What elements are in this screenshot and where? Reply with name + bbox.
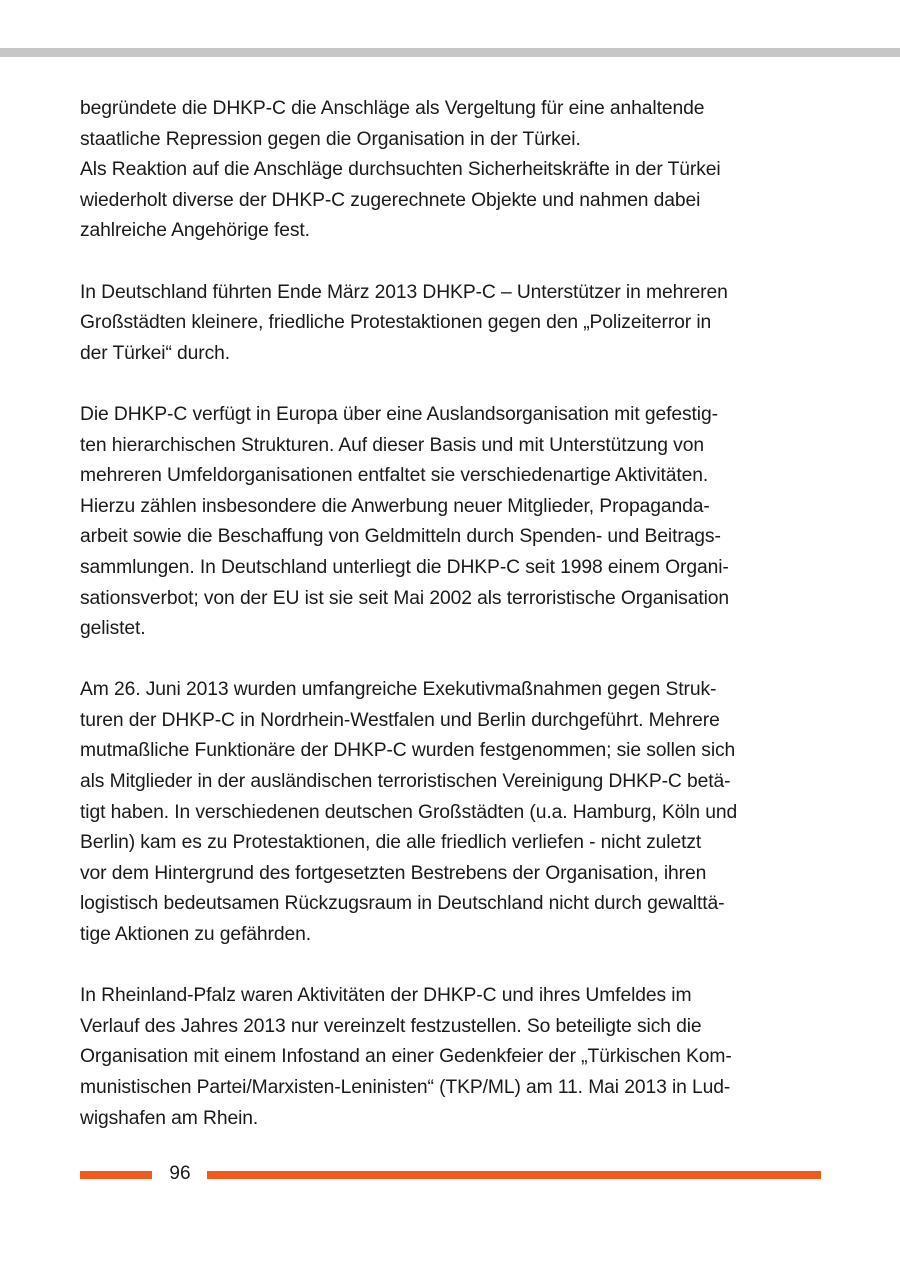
text-line: munistischen Partei/Marxisten-Leninisten“ (TKP/ML) am 11. Mai 2013 in Lud-	[80, 1077, 731, 1098]
text-line: begründete die DHKP-C die Anschläge als Vergeltung für eine anhaltende	[80, 98, 705, 119]
footer-rule-right	[207, 1171, 821, 1179]
page-number: 96	[169, 1163, 191, 1184]
text-line: staatliche Repression gegen die Organisation in der Türkei.	[80, 128, 581, 150]
paragraph	[80, 675, 840, 950]
paragraph	[80, 400, 840, 645]
text-line: sationsverbot; von der EU ist sie seit Mai 2002 als terroristische Organisation	[80, 587, 730, 609]
body-text	[80, 94, 840, 1165]
text-line: der Türkei“ durch.	[80, 342, 231, 364]
text-line: In Rheinland-Pfalz waren Aktivitäten der DHKP-C und ihres Umfeldes im	[80, 985, 692, 1007]
text-line: Als Reaktion auf die Anschläge durchsuchten Sicherheitskräfte in der Türkei	[80, 159, 721, 181]
text-line: Berlin) kam es zu Protestaktionen, die alle friedlich verliefen - nicht zuletzt	[80, 832, 702, 854]
text-line: ten hierarchischen Strukturen. Auf dieser Basis und mit Unterstützung von	[80, 434, 704, 456]
text-line: sammlungen. In Deutschland unterliegt die DHKP-C seit 1998 einem Organi-	[80, 556, 729, 578]
text-line: vor dem Hintergrund des fortgesetzten Bestrebens der Organisation, ihren	[80, 862, 707, 884]
text-line: Großstädten kleinere, friedliche Protestaktionen gegen den „Polizeiterror in	[80, 312, 712, 334]
text-line: als Mitglieder in der ausländischen terroristischen Vereinigung DHKP-C betä-	[80, 771, 731, 793]
text-line: turen der DHKP-C in Nordrhein-Westfalen und Berlin durchgeführt. Mehrere	[80, 709, 720, 731]
text-line: mutmaßliche Funktionäre der DHKP-C wurden festgenommen; sie sollen sich	[80, 740, 736, 762]
footer-rule-left	[80, 1171, 152, 1179]
text-line: tige Aktionen zu gefährden.	[80, 924, 311, 946]
text-line: tigt haben. In verschiedenen deutschen Großstädten (u.a. Hamburg, Köln und	[80, 801, 738, 823]
paragraph	[80, 94, 840, 247]
text-line: wiederholt diverse der DHKP-C zugerechnete Objekte und nahmen dabei	[80, 189, 701, 211]
text-line: Am 26. Juni 2013 wurden umfangreiche Exekutivmaßnahmen gegen Struk-	[80, 679, 717, 701]
text-line: logistisch bedeutsamen Rückzugsraum in Deutschland nicht durch gewalttä-	[80, 893, 725, 915]
text-line: arbeit sowie die Beschaffung von Geldmitteln durch Spenden- und Beitrags-	[80, 526, 721, 548]
text-line: wigshafen am Rhein.	[80, 1107, 259, 1129]
text-line: Verlauf des Jahres 2013 nur vereinzelt festzustellen. So beteiligte sich die	[80, 1015, 702, 1037]
text-line: Die DHKP-C verfügt in Europa über eine Auslandsorganisation mit gefestig-	[80, 403, 718, 425]
text-line: zahlreiche Angehörige fest.	[80, 220, 310, 242]
paragraph	[80, 981, 840, 1134]
text-line: gelistet.	[80, 618, 146, 640]
paragraph	[80, 278, 840, 370]
text-line: Hierzu zählen insbesondere die Anwerbung neuer Mitglieder, Propaganda-	[80, 495, 710, 517]
text-line: In Deutschland führten Ende März 2013 DHKP-C – Unterstützer in mehreren	[80, 281, 728, 303]
text-line: Organisation mit einem Infostand an einer Gedenkfeier der „Türkischen Kom-	[80, 1046, 732, 1068]
header-rule	[0, 48, 900, 57]
text-line: mehreren Umfeldorganisationen entfaltet sie verschiedenartige Aktivitäten.	[80, 465, 709, 487]
